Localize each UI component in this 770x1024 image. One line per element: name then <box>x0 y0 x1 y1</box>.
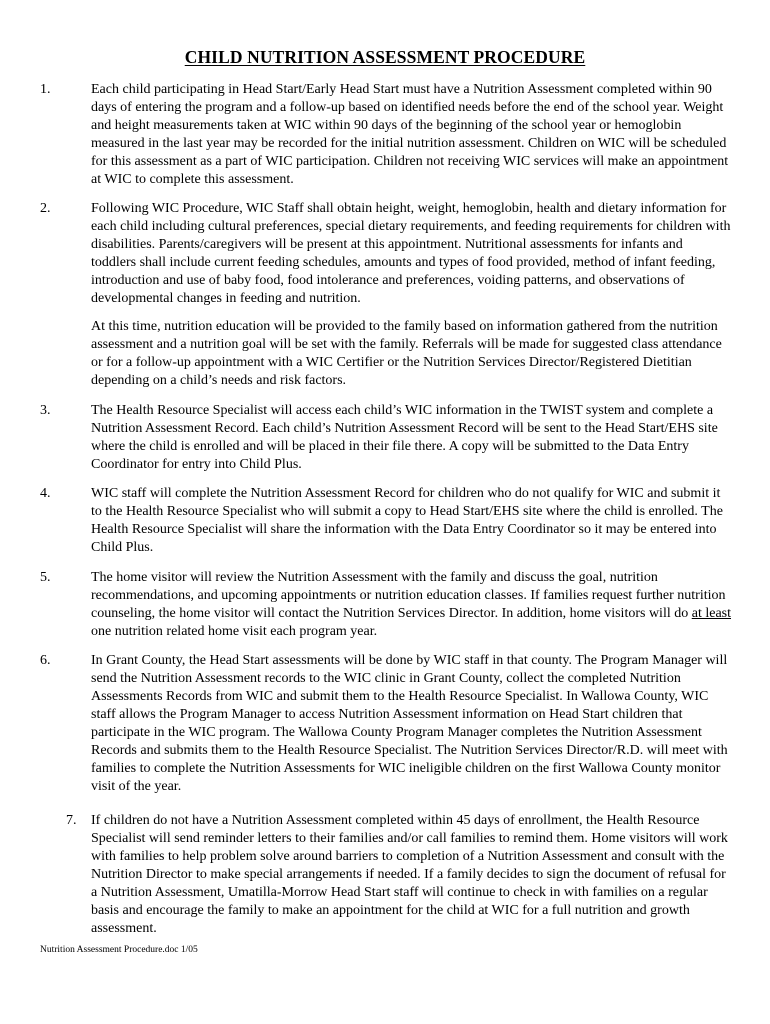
item-text: In Grant County, the Head Start assessments will be done by WIC staff in that county. The Program Manager will send the Nutrition Assessment records to the WIC clinic in Grant County, collect the completed Nutrition Assessments Records from WIC and submit them to the Health Resource Specialist. In Wallowa County, WIC staff allows the Program Manager to access Nutrition Assessment information on Head Start children that participate in the WIC program. The Wallowa County Program Manager completes the Nutrition Assessment Records and submits them to the Health Resource Specialist. The Nutrition Services Director/R.D. will meet with families to complete the Nutrition Assessments for WIC ineligible children on the first Wallowa County monitor visit of the year. <box>91 653 728 794</box>
item-text: The Health Resource Specialist will access each child’s WIC information in the TWIST system and complete a Nutrition Assessment Record. Each child’s Nutrition Assessment Record will be sent to the Head Start/EHS site where the child is enrolled and will be placed in their file there. A copy will be submitted to the Data Entry Coordinator for entry into Child Plus. <box>91 403 718 472</box>
item-number: 4. <box>40 486 51 501</box>
item-number: 3. <box>40 403 51 418</box>
document-footer: Nutrition Assessment Procedure.doc 1/05 <box>40 945 198 955</box>
item-text-part-a: The home visitor will review the Nutrition Assessment with the family and discuss the goal, nutrition recommendations, and upcoming appointments or nutrition education classes. If families request further nutrition counseling, the home visitor will contact the Nutrition Services Director. In addition, home visitors will do <box>91 570 726 621</box>
item-number: 7. <box>66 813 77 828</box>
item-text: Each child participating in Head Start/Early Head Start must have a Nutrition Assessment completed within 90 days of entering the program and a follow-up based on identified needs before the end of the school year. Weight and height measurements taken at WIC within 90 days of the beginning of the school year or hemoglobin measured in the last year may be recorded for the initial nutrition assessment. Children on WIC will be scheduled for this assessment as a part of WIC participation. Children not receiving WIC services will make an appointment at WIC to complete this assessment. <box>91 82 729 187</box>
item-text <box>91 569 731 641</box>
item-number: 6. <box>40 653 51 668</box>
item-text-continued: At this time, nutrition education will be provided to the family based on information gathered from the nutrition assessment and a nutrition goal will be set with the family. Referrals will be made for suggested class attendance or for a follow-up appointment with a WIC Certifier or the Nutrition Services Director/Registered Dietitian depending on a child’s needs and risk factors. <box>91 319 722 388</box>
underlined-phrase: at least <box>691 606 731 621</box>
item-text-part-b: one nutrition related home visit each program year. <box>91 624 378 639</box>
item-text: If children do not have a Nutrition Assessment completed within 45 days of enrollment, the Health Resource Specialist will send reminder letters to their families and/or call families to remind them. Home visitors will work with families to help problem solve around barriers to completion of a Nutrition Assessment and consult with the Nutrition Director to make special arrangements if needed. If a family decides to sign the document of refusal for a Nutrition Assessment, Umatilla-Morrow Head Start staff will continue to check in with families on a regular basis and encourage the family to make an appointment for the child at WIC for a full nutrition and growth assessment. <box>91 813 728 936</box>
item-text: WIC staff will complete the Nutrition Assessment Record for children who do not qualify for WIC and submit it to the Health Resource Specialist who will submit a copy to Head Start/EHS site where the child is enrolled. The Health Resource Specialist will share the information with the Data Entry Coordinator so it may be entered into Child Plus. <box>91 486 723 555</box>
item-text: Following WIC Procedure, WIC Staff shall obtain height, weight, hemoglobin, health and dietary information for each child including cultural preferences, special dietary requirements, and feeding requirements for children with disabilities. Parents/caregivers will be present at this appointment. Nutritional assessments for infants and toddlers shall include current feeding schedules, amounts and types of food provided, method of infant feeding, introduction and use of baby food, food intolerance and preferences, voiding patterns, and observations of developmental changes in feeding and nutrition. <box>91 201 731 306</box>
item-number: 1. <box>40 82 51 97</box>
document-title: CHILD NUTRITION ASSESSMENT PROCEDURE <box>184 47 586 67</box>
item-number: 2. <box>40 201 51 216</box>
item-number: 5. <box>40 570 51 585</box>
